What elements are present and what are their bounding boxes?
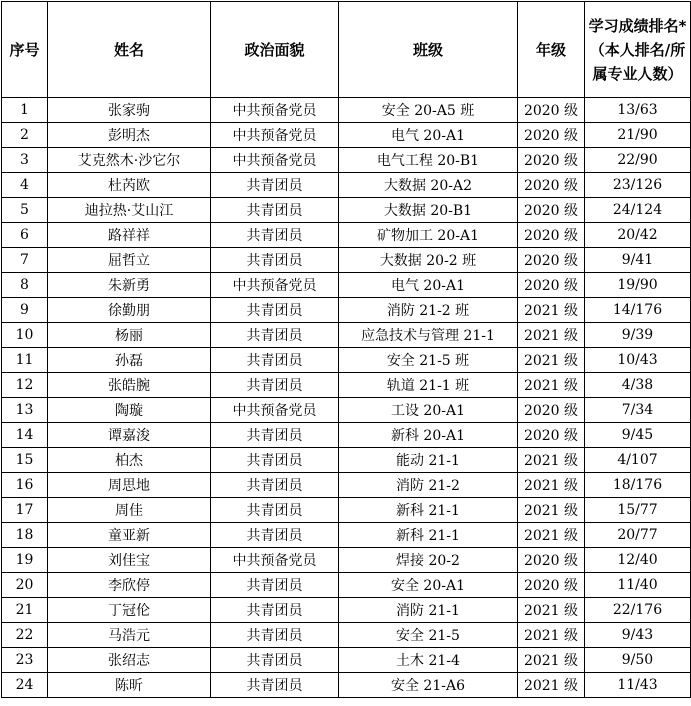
table-row — [2, 323, 691, 348]
table-row — [2, 298, 691, 323]
cell-political-status: 中共预备党员 — [211, 548, 339, 573]
cell-serial-number: 18 — [2, 523, 48, 548]
cell-ranking: 11/43 — [585, 673, 691, 698]
cell-ranking: 23/126 — [585, 173, 691, 198]
cell-name: 杨丽 — [48, 323, 211, 348]
cell-serial-number: 9 — [2, 298, 48, 323]
cell-grade-year: 2021 级 — [518, 673, 585, 698]
cell-class: 工设 20-A1 — [339, 398, 518, 423]
cell-name: 杜芮欧 — [48, 173, 211, 198]
cell-name: 路祥祥 — [48, 223, 211, 248]
cell-class: 土木 21-4 — [339, 648, 518, 673]
cell-political-status: 共青团员 — [211, 473, 339, 498]
cell-serial-number: 10 — [2, 323, 48, 348]
table-row — [2, 398, 691, 423]
cell-serial-number: 4 — [2, 173, 48, 198]
cell-grade-year: 2020 级 — [518, 423, 585, 448]
header-name: 姓名 — [48, 2, 211, 98]
table-row — [2, 573, 691, 598]
cell-name: 张家驹 — [48, 98, 211, 123]
cell-serial-number: 3 — [2, 148, 48, 173]
cell-class: 大数据 20-2 班 — [339, 248, 518, 273]
cell-ranking: 22/176 — [585, 598, 691, 623]
cell-ranking: 9/41 — [585, 248, 691, 273]
cell-ranking: 20/77 — [585, 523, 691, 548]
cell-political-status: 共青团员 — [211, 423, 339, 448]
cell-ranking: 21/90 — [585, 123, 691, 148]
cell-class: 安全 21-A6 — [339, 673, 518, 698]
cell-name: 陈昕 — [48, 673, 211, 698]
table-row — [2, 598, 691, 623]
header-academic-ranking: 学习成绩排名*（本人排名/所属专业人数） — [585, 2, 691, 98]
cell-class: 消防 21-2 班 — [339, 298, 518, 323]
cell-name: 彭明杰 — [48, 123, 211, 148]
cell-political-status: 共青团员 — [211, 173, 339, 198]
table-row — [2, 473, 691, 498]
cell-ranking: 9/39 — [585, 323, 691, 348]
cell-class: 能动 21-1 — [339, 448, 518, 473]
header-grade-year: 年级 — [518, 2, 585, 98]
cell-grade-year: 2021 级 — [518, 498, 585, 523]
cell-serial-number: 24 — [2, 673, 48, 698]
table-row — [2, 523, 691, 548]
table-row — [2, 548, 691, 573]
table-row — [2, 273, 691, 298]
cell-serial-number: 1 — [2, 98, 48, 123]
cell-ranking: 9/43 — [585, 623, 691, 648]
cell-ranking: 19/90 — [585, 273, 691, 298]
cell-ranking: 9/45 — [585, 423, 691, 448]
cell-ranking: 10/43 — [585, 348, 691, 373]
cell-name: 迪拉热·艾山江 — [48, 198, 211, 223]
cell-class: 消防 21-2 — [339, 473, 518, 498]
cell-political-status: 中共预备党员 — [211, 98, 339, 123]
cell-grade-year: 2020 级 — [518, 398, 585, 423]
cell-name: 张皓腕 — [48, 373, 211, 398]
cell-name: 马浩元 — [48, 623, 211, 648]
cell-ranking: 20/42 — [585, 223, 691, 248]
cell-grade-year: 2021 级 — [518, 373, 585, 398]
cell-political-status: 中共预备党员 — [211, 273, 339, 298]
cell-grade-year: 2021 级 — [518, 648, 585, 673]
student-ranking-table — [1, 1, 691, 698]
cell-ranking: 18/176 — [585, 473, 691, 498]
cell-name: 张绍志 — [48, 648, 211, 673]
header-serial-number: 序号 — [2, 2, 48, 98]
table-row — [2, 248, 691, 273]
cell-ranking: 4/38 — [585, 373, 691, 398]
cell-serial-number: 21 — [2, 598, 48, 623]
cell-grade-year: 2020 级 — [518, 573, 585, 598]
table-row — [2, 673, 691, 698]
cell-ranking: 22/90 — [585, 148, 691, 173]
cell-class: 电气 20-A1 — [339, 273, 518, 298]
cell-class: 大数据 20-B1 — [339, 198, 518, 223]
cell-grade-year: 2021 级 — [518, 348, 585, 373]
table-row — [2, 448, 691, 473]
cell-name: 柏杰 — [48, 448, 211, 473]
table-row — [2, 123, 691, 148]
cell-grade-year: 2021 级 — [518, 623, 585, 648]
cell-serial-number: 17 — [2, 498, 48, 523]
cell-grade-year: 2020 级 — [518, 198, 585, 223]
cell-grade-year: 2021 级 — [518, 448, 585, 473]
cell-serial-number: 12 — [2, 373, 48, 398]
cell-class: 消防 21-1 — [339, 598, 518, 623]
cell-political-status: 中共预备党员 — [211, 123, 339, 148]
cell-ranking: 14/176 — [585, 298, 691, 323]
cell-serial-number: 23 — [2, 648, 48, 673]
header-class: 班级 — [339, 2, 518, 98]
cell-ranking: 9/50 — [585, 648, 691, 673]
table-row — [2, 623, 691, 648]
cell-political-status: 共青团员 — [211, 373, 339, 398]
cell-political-status: 共青团员 — [211, 223, 339, 248]
cell-political-status: 共青团员 — [211, 448, 339, 473]
cell-grade-year: 2020 级 — [518, 123, 585, 148]
cell-name: 周佳 — [48, 498, 211, 523]
table-row — [2, 223, 691, 248]
cell-political-status: 共青团员 — [211, 498, 339, 523]
cell-name: 周思地 — [48, 473, 211, 498]
table-row — [2, 198, 691, 223]
cell-political-status: 共青团员 — [211, 348, 339, 373]
cell-political-status: 共青团员 — [211, 523, 339, 548]
cell-grade-year: 2020 级 — [518, 148, 585, 173]
cell-serial-number: 8 — [2, 273, 48, 298]
cell-grade-year: 2020 级 — [518, 223, 585, 248]
cell-class: 大数据 20-A2 — [339, 173, 518, 198]
cell-political-status: 共青团员 — [211, 323, 339, 348]
cell-serial-number: 16 — [2, 473, 48, 498]
cell-name: 童亚新 — [48, 523, 211, 548]
cell-class: 新科 21-1 — [339, 523, 518, 548]
cell-grade-year: 2021 级 — [518, 473, 585, 498]
table-row — [2, 498, 691, 523]
cell-class: 新科 21-1 — [339, 498, 518, 523]
cell-class: 矿物加工 20-A1 — [339, 223, 518, 248]
cell-class: 安全 21-5 班 — [339, 348, 518, 373]
cell-name: 艾克然木·沙它尔 — [48, 148, 211, 173]
cell-name: 丁冠伦 — [48, 598, 211, 623]
cell-grade-year: 2020 级 — [518, 548, 585, 573]
cell-grade-year: 2021 级 — [518, 598, 585, 623]
cell-class: 安全 20-A5 班 — [339, 98, 518, 123]
cell-name: 李欣停 — [48, 573, 211, 598]
cell-name: 朱新勇 — [48, 273, 211, 298]
cell-serial-number: 7 — [2, 248, 48, 273]
cell-grade-year: 2021 级 — [518, 323, 585, 348]
cell-serial-number: 20 — [2, 573, 48, 598]
cell-political-status: 共青团员 — [211, 198, 339, 223]
cell-serial-number: 22 — [2, 623, 48, 648]
cell-grade-year: 2020 级 — [518, 173, 585, 198]
cell-class: 安全 21-5 — [339, 623, 518, 648]
cell-grade-year: 2021 级 — [518, 298, 585, 323]
table-header-row — [2, 2, 691, 98]
cell-name: 孙磊 — [48, 348, 211, 373]
cell-grade-year: 2020 级 — [518, 98, 585, 123]
cell-serial-number: 19 — [2, 548, 48, 573]
table-row — [2, 348, 691, 373]
cell-name: 徐勤朋 — [48, 298, 211, 323]
cell-name: 谭嘉浚 — [48, 423, 211, 448]
cell-serial-number: 2 — [2, 123, 48, 148]
cell-class: 焊接 20-2 — [339, 548, 518, 573]
cell-class: 电气工程 20-B1 — [339, 148, 518, 173]
cell-political-status: 共青团员 — [211, 623, 339, 648]
cell-name: 陶璇 — [48, 398, 211, 423]
cell-serial-number: 5 — [2, 198, 48, 223]
cell-ranking: 7/34 — [585, 398, 691, 423]
cell-ranking: 15/77 — [585, 498, 691, 523]
cell-class: 新科 20-A1 — [339, 423, 518, 448]
cell-serial-number: 11 — [2, 348, 48, 373]
table-row — [2, 173, 691, 198]
cell-class: 轨道 21-1 班 — [339, 373, 518, 398]
cell-serial-number: 15 — [2, 448, 48, 473]
cell-political-status: 共青团员 — [211, 598, 339, 623]
cell-political-status: 共青团员 — [211, 673, 339, 698]
table-body — [2, 98, 691, 698]
cell-grade-year: 2021 级 — [518, 523, 585, 548]
cell-class: 应急技术与管理 21-1 — [339, 323, 518, 348]
cell-serial-number: 13 — [2, 398, 48, 423]
cell-political-status: 中共预备党员 — [211, 148, 339, 173]
cell-class: 电气 20-A1 — [339, 123, 518, 148]
cell-name: 刘佳宝 — [48, 548, 211, 573]
cell-political-status: 中共预备党员 — [211, 398, 339, 423]
cell-political-status: 共青团员 — [211, 648, 339, 673]
cell-serial-number: 6 — [2, 223, 48, 248]
table-row — [2, 423, 691, 448]
cell-ranking: 13/63 — [585, 98, 691, 123]
cell-class: 安全 20-A1 — [339, 573, 518, 598]
cell-ranking: 11/40 — [585, 573, 691, 598]
cell-political-status: 共青团员 — [211, 298, 339, 323]
table-row — [2, 648, 691, 673]
table-row — [2, 373, 691, 398]
cell-ranking: 4/107 — [585, 448, 691, 473]
cell-political-status: 共青团员 — [211, 248, 339, 273]
cell-ranking: 24/124 — [585, 198, 691, 223]
cell-grade-year: 2020 级 — [518, 248, 585, 273]
table-row — [2, 148, 691, 173]
cell-grade-year: 2020 级 — [518, 273, 585, 298]
header-political-status: 政治面貌 — [211, 2, 339, 98]
cell-ranking: 12/40 — [585, 548, 691, 573]
cell-political-status: 共青团员 — [211, 573, 339, 598]
cell-serial-number: 14 — [2, 423, 48, 448]
table-row — [2, 98, 691, 123]
cell-name: 屈哲立 — [48, 248, 211, 273]
